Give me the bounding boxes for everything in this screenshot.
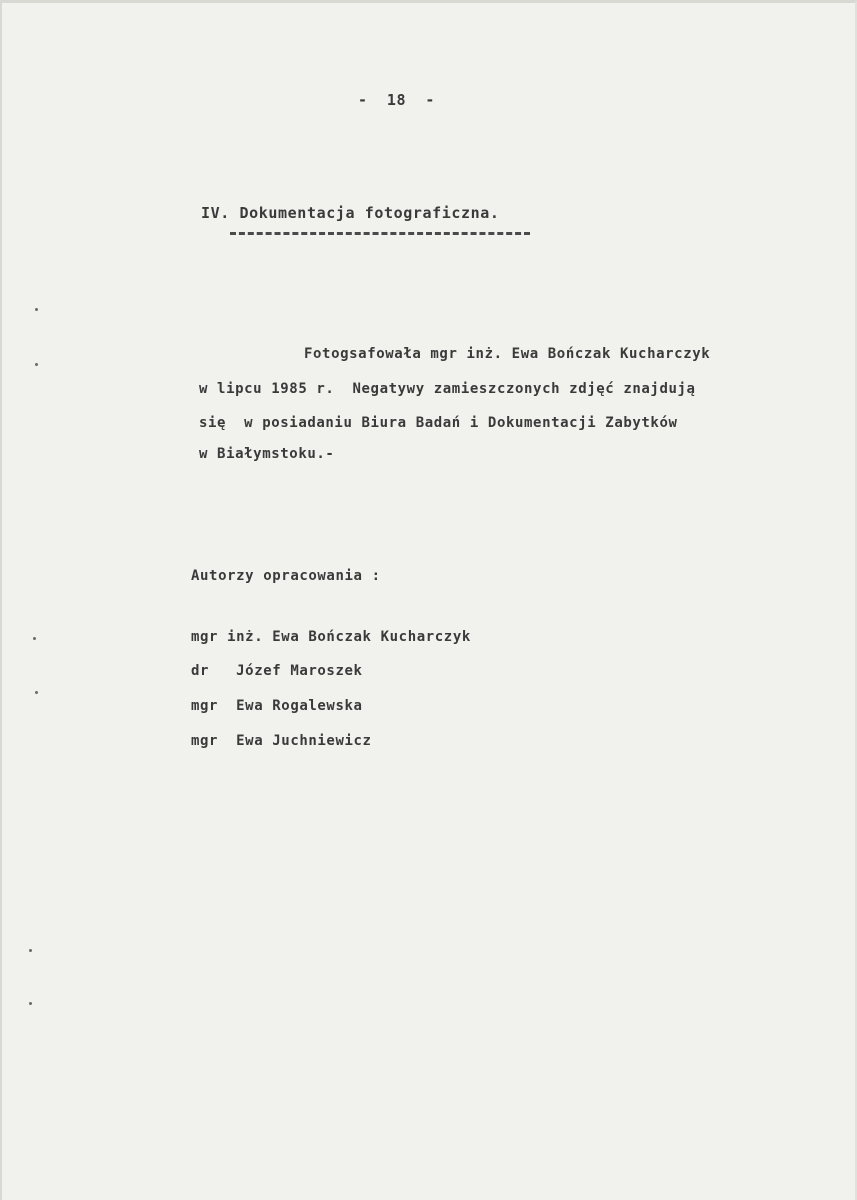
margin-speck (33, 637, 36, 640)
margin-speck (29, 949, 32, 952)
paragraph-line: się w posiadaniu Biura Badań i Dokumentacji Zabytków (199, 415, 678, 431)
margin-speck (35, 308, 38, 311)
section-heading: IV. Dokumentacja fotograficzna. (201, 204, 500, 222)
author-entry: mgr Ewa Rogalewska (191, 698, 363, 714)
authors-label: Autorzy opracowania : (191, 568, 381, 584)
page-number: - 18 - (358, 91, 436, 109)
author-entry: mgr Ewa Juchniewicz (191, 733, 372, 749)
paragraph-line: w Białymstoku.- (199, 446, 335, 462)
margin-speck (35, 691, 38, 694)
paragraph-line: Fotogsafowała mgr inż. Ewa Bończak Kucharczyk (304, 346, 711, 362)
author-entry: mgr inż. Ewa Bończak Kucharczyk (191, 629, 471, 645)
margin-speck (35, 363, 38, 366)
paragraph-line: w lipcu 1985 r. Negatywy zamieszczonych zdjęć znajdują (199, 381, 696, 397)
margin-speck (29, 1002, 32, 1005)
author-entry: dr Józef Maroszek (191, 663, 363, 679)
heading-underline (230, 232, 530, 235)
